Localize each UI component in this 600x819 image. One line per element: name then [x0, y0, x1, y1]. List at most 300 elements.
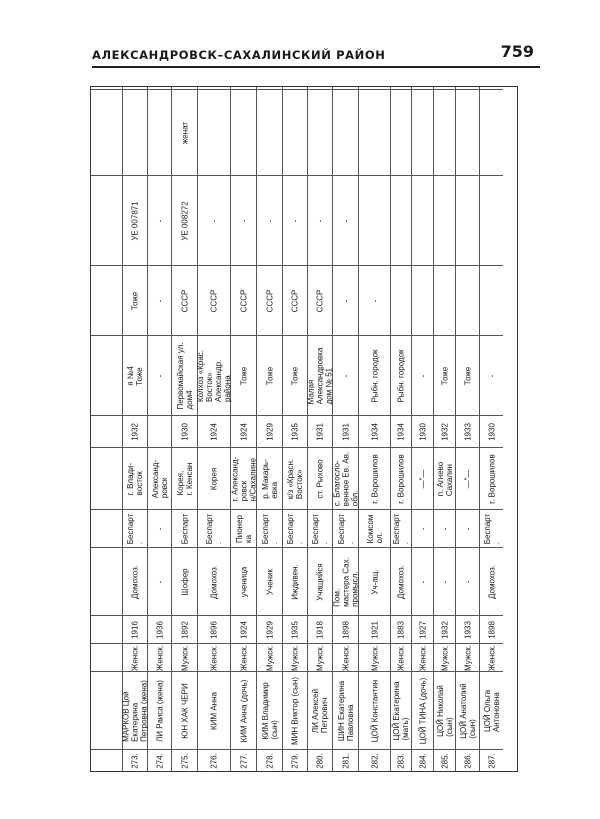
party-status-cell	[359, 509, 390, 547]
party-status: Беспарт .	[126, 513, 144, 544]
birthplace: с. Благосло- венное Ев. Ав. обл.	[332, 451, 359, 506]
record-number-cell	[231, 749, 256, 771]
person-name-cell	[123, 671, 147, 749]
occupation: Домохоз.	[130, 564, 140, 599]
person-name-cell	[308, 671, 332, 749]
sex-cell	[308, 643, 332, 671]
birthplace-cell	[333, 447, 358, 509]
person-name-cell	[359, 671, 390, 749]
birth-year: 1918	[315, 620, 325, 639]
record-number: 287.	[487, 752, 496, 769]
record-number: 275.	[180, 752, 189, 769]
birth-year: 1924	[239, 620, 248, 639]
record-number-cell	[148, 749, 171, 771]
citizenship-cell	[456, 265, 479, 335]
sex: Женск.	[396, 644, 406, 671]
birth-year: 1916	[130, 620, 140, 639]
citizenship: -	[370, 299, 379, 302]
occupation: ученица	[239, 566, 248, 597]
birthplace-cell	[148, 447, 171, 509]
record-number-cell	[391, 749, 411, 771]
party-status: Беспарт .	[336, 513, 355, 544]
person-name: КИМ Анна (дочь)	[239, 679, 248, 742]
party-status: -	[155, 527, 164, 530]
notes-cell	[198, 89, 230, 175]
birth-year: 1898	[341, 620, 350, 639]
passport: -	[239, 219, 248, 222]
arrival-year: 1932	[440, 422, 449, 441]
empty-cell	[91, 509, 122, 547]
party-status-cell	[198, 509, 230, 547]
record-number: 285.	[440, 752, 449, 769]
record-number: 276.	[209, 752, 219, 769]
record-number: 286.	[463, 752, 472, 769]
person-name-cell	[257, 671, 282, 749]
sex-cell	[434, 643, 455, 671]
citizenship-cell	[359, 265, 390, 335]
notes: женат	[180, 121, 189, 144]
party-status: Комсом ол.	[365, 514, 384, 543]
occupation: Домохоз.	[396, 564, 406, 599]
passport-cell	[172, 175, 197, 265]
arrival-year: 1931	[341, 422, 350, 441]
birth-year-cell	[412, 615, 433, 643]
address-cell	[434, 335, 455, 415]
record-number-cell	[257, 749, 282, 771]
occupation-cell	[123, 547, 147, 615]
notes-cell	[257, 89, 282, 175]
birth-year: 1898	[487, 620, 496, 639]
party-status: Пионер ка	[234, 514, 253, 543]
passport-cell	[148, 175, 171, 265]
birthplace: к/з «Красн. Восток»	[286, 458, 304, 499]
person-name-cell	[283, 671, 307, 749]
passport: -	[155, 219, 164, 222]
occupation-cell	[283, 547, 307, 615]
arrival-year: 1930	[180, 422, 189, 441]
sex: Мужск.	[370, 644, 379, 671]
arrival-year-cell	[148, 415, 171, 447]
record-number-cell	[123, 749, 147, 771]
birthplace: р. Макарь- евка	[260, 458, 279, 499]
address: Тоже	[440, 366, 449, 385]
sex: Мужск.	[440, 644, 449, 671]
address: Тоже	[239, 366, 248, 385]
occupation: -	[418, 580, 427, 583]
table-row	[480, 87, 503, 771]
sex-cell	[172, 643, 197, 671]
occupation: Учащийся	[315, 562, 325, 601]
sex: Женск.	[487, 644, 496, 671]
birth-year: 1892	[180, 620, 189, 639]
notes-cell	[148, 89, 171, 175]
occupation-cell	[456, 547, 479, 615]
notes-cell	[308, 89, 332, 175]
sex-cell	[359, 643, 390, 671]
sex-cell	[123, 643, 147, 671]
sex: Женск.	[239, 644, 248, 671]
arrival-year-cell	[391, 415, 411, 447]
sex: Мужск.	[463, 644, 472, 671]
birthplace: ст. Рыхово	[315, 458, 325, 499]
table-row	[231, 87, 257, 771]
record-number: 283.	[396, 752, 406, 769]
address: -	[487, 374, 496, 377]
person-name: ШИН Екатерина Павловна	[336, 680, 355, 741]
empty-cell	[91, 643, 122, 671]
notes-cell	[333, 89, 358, 175]
record-number: 277.	[239, 752, 248, 769]
party-status: Беспарт .	[392, 513, 410, 544]
table-row	[434, 87, 456, 771]
address-cell	[333, 335, 358, 415]
empty-cell	[91, 447, 122, 509]
table-row	[198, 87, 231, 771]
birth-year-cell	[257, 615, 282, 643]
address-cell	[231, 335, 256, 415]
party-status-cell	[257, 509, 282, 547]
person-name: ЦОЙ Ольга Антоновна	[482, 689, 501, 732]
birth-year: 1933	[463, 620, 472, 639]
birth-year-cell	[456, 615, 479, 643]
person-name: ЦОЙ Николай (сын)	[435, 684, 454, 737]
person-name: КИМ Анна	[209, 691, 219, 730]
person-name-cell	[434, 671, 455, 749]
address-cell	[283, 335, 307, 415]
party-status: Беспарт .	[205, 513, 223, 544]
party-status-cell	[391, 509, 411, 547]
table-row	[123, 87, 148, 771]
empty-cell	[91, 175, 122, 265]
passport: -	[290, 219, 300, 222]
birthplace: г. Александ- ровск н/Сахалине	[230, 456, 257, 501]
record-number-cell	[434, 749, 455, 771]
sex: Мужск.	[290, 644, 300, 671]
record-number: 274.	[155, 752, 164, 769]
citizenship: СССР	[290, 289, 300, 312]
address: Малая Александровка дом № 51	[306, 347, 334, 404]
birth-year-cell	[148, 615, 171, 643]
arrival-year: 1924	[239, 422, 248, 441]
arrival-year-cell	[480, 415, 503, 447]
birthplace: —"—	[418, 469, 427, 488]
party-status-cell	[456, 509, 479, 547]
address: Тоже	[265, 366, 274, 385]
occupation: -	[440, 580, 449, 583]
occupation: Ученик	[265, 568, 274, 595]
arrival-year: 1933	[463, 422, 472, 441]
sex: Женск.	[209, 644, 219, 671]
person-name: ЮН ХАК ЧЕРИ	[180, 682, 189, 739]
party-status: Беспарт .	[482, 513, 501, 544]
person-name-cell	[231, 671, 256, 749]
empty-cell	[91, 89, 122, 175]
record-number: 279.	[290, 752, 300, 769]
passport-cell	[359, 175, 390, 265]
citizenship-cell	[480, 265, 503, 335]
sex: Женск.	[418, 644, 427, 671]
party-status-cell	[231, 509, 256, 547]
occupation: Шофер	[180, 567, 189, 596]
birthplace-cell	[172, 447, 197, 509]
birth-year: 1883	[396, 620, 406, 639]
arrival-year-cell	[434, 415, 455, 447]
occupation-cell	[257, 547, 282, 615]
arrival-year: 1930	[418, 422, 427, 441]
passport-cell	[123, 175, 147, 265]
sex: Мужск.	[265, 644, 274, 671]
birth-year: 1929	[265, 620, 274, 639]
person-name: ЦОЙ Екатерина (мать)	[392, 680, 410, 741]
occupation-cell	[359, 547, 390, 615]
record-number: 282.	[370, 752, 379, 769]
arrival-year-cell	[283, 415, 307, 447]
birthplace-cell	[198, 447, 230, 509]
record-number-cell	[172, 749, 197, 771]
birth-year: 1896	[209, 620, 219, 639]
record-number-cell	[456, 749, 479, 771]
empty-cell	[91, 547, 122, 615]
occupation: -	[155, 580, 164, 583]
arrival-year: 1934	[396, 422, 406, 441]
birthplace-cell	[231, 447, 256, 509]
notes-cell	[434, 89, 455, 175]
citizenship-cell	[257, 265, 282, 335]
sex-cell	[257, 643, 282, 671]
birthplace-cell	[123, 447, 147, 509]
occupation-cell	[198, 547, 230, 615]
empty-cell	[91, 615, 122, 643]
occupation: Домохоз.	[209, 564, 219, 599]
person-name: ЛИ Алексей Петрович	[311, 688, 329, 733]
passport-cell	[257, 175, 282, 265]
table-row	[283, 87, 308, 771]
citizenship-cell	[308, 265, 332, 335]
person-name-cell	[412, 671, 433, 749]
birth-year: 1927	[418, 620, 427, 639]
birthplace: п. Агнево Сахалин	[435, 461, 454, 496]
citizenship-cell	[434, 265, 455, 335]
party-status-cell	[308, 509, 332, 547]
notes-cell	[480, 89, 503, 175]
citizenship-cell	[123, 265, 147, 335]
address-cell	[359, 335, 390, 415]
citizenship-cell	[412, 265, 433, 335]
notes-cell	[456, 89, 479, 175]
arrival-year: 1934	[370, 422, 379, 441]
birthplace: г. Влади- восток	[126, 462, 144, 495]
birth-year-cell	[198, 615, 230, 643]
arrival-year-cell	[456, 415, 479, 447]
person-name-cell	[391, 671, 411, 749]
record-number: 281.	[341, 752, 350, 769]
address-cell	[198, 335, 230, 415]
birthplace-cell	[359, 447, 390, 509]
occupation: -	[463, 580, 472, 583]
birth-year-cell	[172, 615, 197, 643]
arrival-year: 1930	[487, 422, 496, 441]
citizenship: Тоже	[130, 291, 140, 310]
table-row	[172, 87, 198, 771]
address-cell	[172, 335, 197, 415]
register-table	[90, 86, 518, 772]
person-name: ЦОЙ ТИНА (дочь)	[418, 677, 427, 744]
birthplace-cell	[480, 447, 503, 509]
sex-cell	[148, 643, 171, 671]
notes-cell	[283, 89, 307, 175]
party-status: Беспарт .	[260, 513, 279, 544]
citizenship: СССР	[265, 289, 274, 312]
table-edge-row	[91, 87, 123, 771]
passport-cell	[308, 175, 332, 265]
sex-cell	[198, 643, 230, 671]
record-number: 273.	[130, 752, 140, 769]
address-cell	[148, 335, 171, 415]
birth-year: 1935	[290, 620, 300, 639]
occupation-cell	[412, 547, 433, 615]
address-cell	[412, 335, 433, 415]
notes-cell	[172, 89, 197, 175]
passport: УЕ 007871	[130, 200, 140, 241]
party-status: -	[463, 527, 472, 530]
person-name-cell	[198, 671, 230, 749]
passport-cell	[391, 175, 411, 265]
arrival-year-cell	[231, 415, 256, 447]
birth-year-cell	[480, 615, 503, 643]
table-row	[391, 87, 412, 771]
passport-cell	[434, 175, 455, 265]
arrival-year-cell	[198, 415, 230, 447]
address: Первомайская ул. дом4	[175, 341, 194, 410]
birthplace-cell	[308, 447, 332, 509]
address-cell	[391, 335, 411, 415]
person-name: МАРКОВ Цой Екатерина Петровна (жена)	[121, 679, 149, 742]
table-row	[148, 87, 172, 771]
record-number-cell	[308, 749, 332, 771]
birth-year-cell	[283, 615, 307, 643]
passport: -	[265, 219, 274, 222]
birth-year-cell	[123, 615, 147, 643]
arrival-year: 1935	[290, 422, 300, 441]
occupation-cell	[148, 547, 171, 615]
passport-cell	[283, 175, 307, 265]
sex-cell	[283, 643, 307, 671]
occupation-cell	[434, 547, 455, 615]
sex: Женск.	[155, 644, 164, 671]
birth-year-cell	[434, 615, 455, 643]
party-status-cell	[412, 509, 433, 547]
person-name: МИН Виктор (сын)	[290, 676, 300, 745]
birthplace-cell	[257, 447, 282, 509]
address-cell	[456, 335, 479, 415]
citizenship: СССР	[209, 289, 219, 312]
page-number: 759	[500, 42, 534, 61]
party-status: Беспарт	[180, 513, 189, 544]
person-name: КИМ Владимир (сын)	[260, 681, 279, 740]
birthplace-cell	[412, 447, 433, 509]
person-name-cell	[480, 671, 503, 749]
person-name: ЦОЙ Константин	[370, 679, 379, 742]
birth-year: 1936	[155, 620, 164, 639]
passport-cell	[333, 175, 358, 265]
address: Рыбн. городок	[370, 348, 379, 403]
birth-year-cell	[359, 615, 390, 643]
notes-cell	[412, 89, 433, 175]
birthplace-cell	[456, 447, 479, 509]
citizenship-cell	[231, 265, 256, 335]
birth-year: 1932	[440, 620, 449, 639]
person-name: ЦОЙ Анатолий (сын)	[458, 682, 477, 739]
sex-cell	[412, 643, 433, 671]
record-number-cell	[333, 749, 358, 771]
address-cell	[308, 335, 332, 415]
arrival-year-cell	[412, 415, 433, 447]
birthplace: —"—	[463, 469, 472, 488]
party-status: Беспарт .	[311, 513, 329, 544]
record-number-cell	[198, 749, 230, 771]
empty-cell	[91, 671, 122, 749]
citizenship: СССР	[180, 289, 189, 312]
occupation-cell	[172, 547, 197, 615]
occupation-cell	[308, 547, 332, 615]
occupation: Домохоз.	[487, 564, 496, 599]
party-status-cell	[333, 509, 358, 547]
notes-cell	[123, 89, 147, 175]
sex: Женск.	[341, 644, 350, 671]
sex-cell	[391, 643, 411, 671]
arrival-year-cell	[257, 415, 282, 447]
address-cell	[480, 335, 503, 415]
notes-cell	[391, 89, 411, 175]
record-number: 284.	[418, 752, 427, 769]
birthplace-cell	[434, 447, 455, 509]
empty-cell	[91, 749, 122, 771]
citizenship: -	[155, 299, 164, 302]
table-row	[456, 87, 480, 771]
empty-cell	[91, 265, 122, 335]
passport-cell	[412, 175, 433, 265]
address-cell	[123, 335, 147, 415]
arrival-year: 1932	[130, 422, 140, 441]
party-status: -	[440, 527, 449, 530]
address: -	[418, 374, 427, 377]
party-status-cell	[148, 509, 171, 547]
record-number-cell	[359, 749, 390, 771]
birthplace-cell	[283, 447, 307, 509]
table-row	[412, 87, 434, 771]
table-row	[359, 87, 391, 771]
birthplace: Александ- ровск	[150, 459, 169, 498]
header-rule	[92, 66, 540, 68]
party-status-cell	[172, 509, 197, 547]
address: Рыбн. городок	[396, 348, 406, 403]
person-name: ЛИ Раиса (жена)	[155, 679, 164, 742]
sex: Женск.	[130, 644, 140, 671]
occupation: Пом. мастера Сах. промысл.	[332, 556, 359, 607]
occupation-cell	[391, 547, 411, 615]
party-status-cell	[123, 509, 147, 547]
passport-cell	[198, 175, 230, 265]
birthplace-cell	[391, 447, 411, 509]
birthplace: г. Ворошилов	[370, 453, 379, 504]
record-number-cell	[283, 749, 307, 771]
page-header	[92, 38, 540, 74]
birth-year-cell	[308, 615, 332, 643]
person-name-cell	[172, 671, 197, 749]
arrival-year: 1931	[315, 422, 325, 441]
arrival-year-cell	[359, 415, 390, 447]
birthplace: Корея, г. Кенсан	[175, 462, 194, 495]
